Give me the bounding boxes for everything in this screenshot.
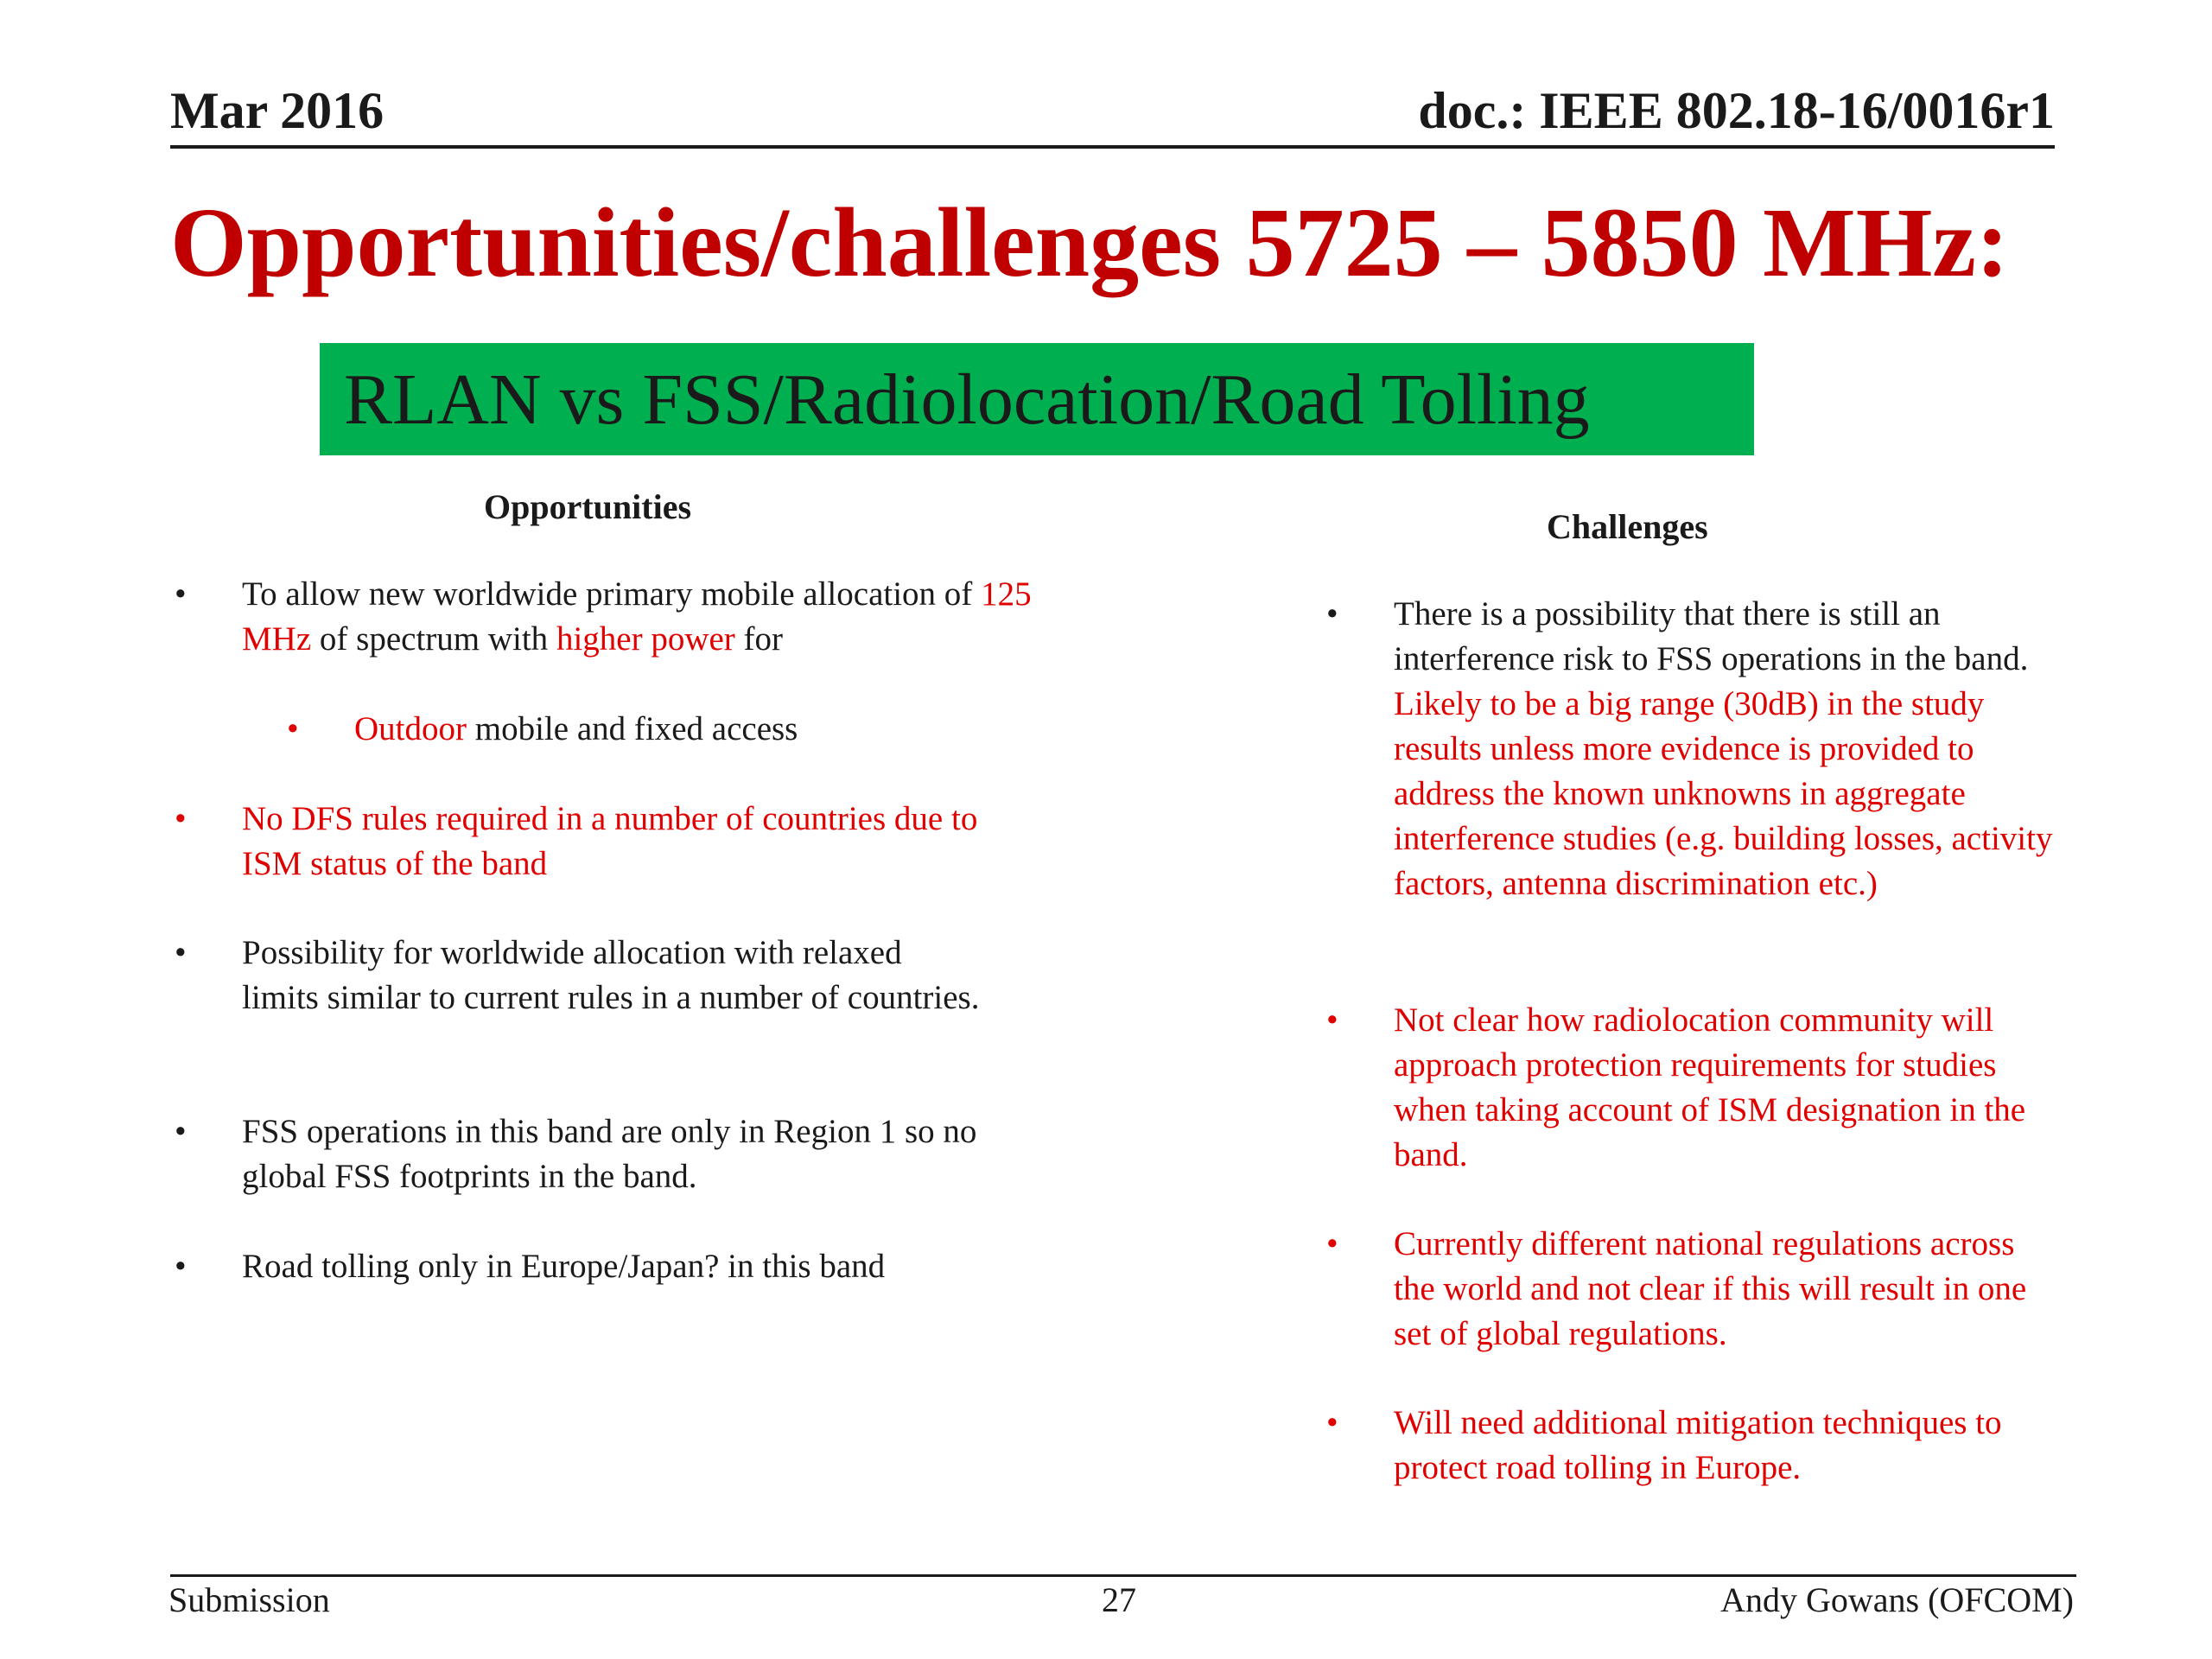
opportunity-text: Possibility for worldwide allocation with relaxed limits similar to current rules in a number of countries. bbox=[242, 934, 980, 1016]
opportunity-text: FSS operations in this band are only in Region 1 so no global FSS footprints in the band. bbox=[242, 1113, 977, 1195]
slide-title: Opportunities/challenges 5725 – 5850 MHz: bbox=[170, 188, 2009, 297]
challenges-heading: Challenges bbox=[1547, 507, 1708, 546]
opportunity-highlight: higher power bbox=[556, 620, 735, 658]
opportunity-item bbox=[175, 1244, 1037, 1289]
challenge-text: Not clear how radiolocation community will approach protection requirements for studies when taking account of ISM designation in the band. bbox=[1394, 1001, 2026, 1173]
challenge-item bbox=[1326, 592, 2063, 906]
bullet: • bbox=[1326, 1001, 1338, 1039]
bullet: • bbox=[175, 1248, 187, 1285]
footer-submission: Submission bbox=[168, 1580, 330, 1619]
header-doc-id: doc.: IEEE 802.18-16/0016r1 bbox=[1418, 82, 2055, 139]
challenge-text: Will need additional mitigation techniques to protect road tolling in Europe. bbox=[1394, 1404, 2002, 1486]
opportunity-text: of spectrum with bbox=[311, 620, 556, 658]
opportunities-heading: Opportunities bbox=[484, 487, 692, 526]
challenge-text: Currently different national regulations across the world and not clear if this will result in one set of global regulations. bbox=[1394, 1225, 2027, 1352]
bullet: • bbox=[175, 1113, 187, 1150]
challenge-item bbox=[1326, 1222, 2050, 1357]
footer-divider bbox=[170, 1574, 2076, 1577]
bullet: • bbox=[175, 934, 187, 971]
topic-banner-text: RLAN vs FSS/Radiolocation/Road Tolling bbox=[344, 359, 1590, 440]
opportunity-highlight: Outdoor bbox=[354, 710, 467, 747]
opportunity-item bbox=[175, 1109, 1020, 1199]
opportunity-text: for bbox=[734, 620, 784, 658]
bullet: • bbox=[175, 800, 187, 837]
opportunity-item bbox=[175, 797, 1037, 887]
bullet: • bbox=[287, 710, 299, 747]
opportunity-subitem bbox=[287, 707, 1046, 752]
opportunity-item bbox=[175, 572, 1037, 662]
footer-author: Andy Gowans (OFCOM) bbox=[1720, 1580, 2074, 1619]
opportunity-text: Road tolling only in Europe/Japan? in this band bbox=[242, 1248, 886, 1285]
opportunity-item bbox=[175, 931, 985, 1020]
bullet: • bbox=[1326, 1225, 1338, 1262]
opportunity-text: mobile and fixed access bbox=[467, 710, 798, 747]
header-date: Mar 2016 bbox=[170, 82, 385, 139]
bullet: • bbox=[175, 575, 187, 613]
opportunity-text: No DFS rules required in a number of countries due to ISM status of the band bbox=[242, 800, 978, 882]
opportunity-highlight: 125 MHz bbox=[242, 575, 1032, 658]
challenge-text: There is a possibility that there is still an interference risk to FSS operations in the band. bbox=[1394, 595, 2029, 677]
challenge-highlight: Likely to be a big range (30dB) in the study results unless more evidence is provided to address the known unknowns in aggregate interference studies (e.g. building losses, activity factors, antenna discrimination etc.) bbox=[1394, 685, 2053, 902]
topic-banner bbox=[320, 343, 1754, 455]
bullet: • bbox=[1326, 1404, 1338, 1441]
header-divider bbox=[170, 145, 2055, 149]
page-number: 27 bbox=[1102, 1580, 1136, 1619]
challenge-item bbox=[1326, 998, 2050, 1178]
challenge-item bbox=[1326, 1401, 2076, 1491]
opportunity-text: To allow new worldwide primary mobile allocation of bbox=[242, 575, 982, 613]
bullet: • bbox=[1326, 595, 1338, 632]
